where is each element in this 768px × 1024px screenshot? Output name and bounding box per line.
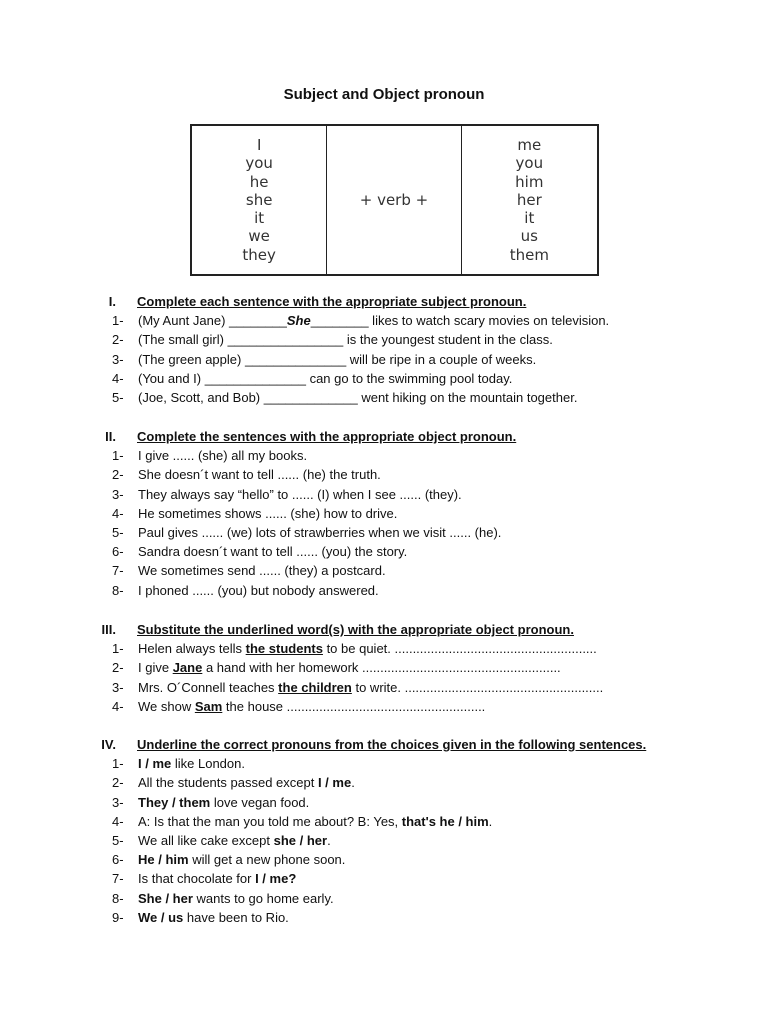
item-text-b: have been to Rio. bbox=[183, 909, 289, 925]
list-item bbox=[0, 831, 768, 850]
item-text-a: Mrs. O´Connell teaches bbox=[138, 679, 279, 695]
section-heading-row bbox=[0, 735, 768, 754]
list-item bbox=[0, 812, 768, 831]
object-pronoun: me bbox=[517, 135, 542, 154]
item-text bbox=[138, 812, 492, 831]
object-pronoun: them bbox=[509, 245, 549, 264]
object-pronoun: you bbox=[515, 154, 544, 173]
item-text bbox=[138, 311, 609, 330]
item-number: 5- bbox=[112, 389, 124, 405]
item-text: (Joe, Scott, and Bob) _____________ went hiking on the mountain together. bbox=[138, 389, 578, 405]
section-heading: Complete each sentence with the appropriate subject pronoun. bbox=[137, 294, 527, 309]
item-text-a: We show bbox=[138, 698, 195, 714]
pronoun-choice: she / her bbox=[273, 832, 328, 848]
object-pronoun: it bbox=[524, 209, 535, 228]
item-number: 2- bbox=[112, 332, 124, 348]
list-item bbox=[0, 542, 768, 561]
item-text bbox=[138, 697, 485, 716]
section-heading: Complete the sentences with the appropriate object pronoun. bbox=[137, 429, 517, 444]
subject-pronoun: you bbox=[245, 154, 273, 173]
list-item bbox=[0, 330, 768, 349]
item-number: 6- bbox=[112, 852, 124, 868]
list-item bbox=[0, 658, 768, 677]
item-number: 2- bbox=[112, 660, 124, 676]
verb-cell bbox=[327, 125, 461, 275]
object-pronoun: him bbox=[515, 172, 544, 191]
example-answer: She bbox=[286, 313, 311, 329]
item-number: 7- bbox=[112, 563, 124, 579]
section-3 bbox=[0, 620, 768, 716]
item-number: 5- bbox=[112, 524, 124, 540]
pronoun-choice: She / her bbox=[138, 890, 193, 906]
section-number: IV. bbox=[101, 737, 116, 752]
item-text: (The small girl) ________________ is the youngest student in the class. bbox=[138, 332, 553, 348]
item-number: 4- bbox=[112, 813, 124, 829]
pronoun-choice: I / me bbox=[138, 756, 172, 772]
list-item bbox=[0, 485, 768, 504]
object-pronouns-cell bbox=[461, 125, 598, 275]
section-heading-row bbox=[0, 427, 768, 446]
subject-pronouns-cell bbox=[191, 125, 327, 275]
item-text: I give ...... (she) all my books. bbox=[138, 448, 308, 464]
section-heading-row bbox=[0, 620, 768, 639]
item-number: 4- bbox=[112, 698, 124, 714]
item-text bbox=[138, 639, 597, 658]
pronoun-table bbox=[190, 124, 599, 276]
item-number: 8- bbox=[112, 582, 124, 598]
list-item bbox=[0, 889, 768, 908]
pronoun-choice: I / me? bbox=[255, 871, 297, 887]
item-text-a: Is that chocolate for bbox=[138, 871, 256, 887]
list-item bbox=[0, 350, 768, 369]
item-text-b: ________ likes to watch scary movies on television. bbox=[310, 313, 610, 329]
item-number: 3- bbox=[112, 794, 124, 810]
item-number: 6- bbox=[112, 544, 124, 560]
item-text-b: wants to go home early. bbox=[192, 890, 334, 906]
list-item bbox=[0, 561, 768, 580]
underlined-words: Sam bbox=[194, 698, 223, 714]
item-text bbox=[138, 869, 296, 888]
list-item bbox=[0, 639, 768, 658]
item-text bbox=[138, 889, 334, 908]
item-text: (You and I) ______________ can go to the swimming pool today. bbox=[138, 370, 513, 386]
list-item bbox=[0, 908, 768, 927]
item-text bbox=[138, 793, 309, 812]
item-number: 4- bbox=[112, 505, 124, 521]
item-text-b: like London. bbox=[171, 756, 245, 772]
item-number: 5- bbox=[112, 832, 124, 848]
underlined-words: the children bbox=[278, 679, 352, 695]
list-item bbox=[0, 311, 768, 330]
pronoun-choice: that's he / him bbox=[401, 813, 489, 829]
item-text bbox=[138, 850, 345, 869]
item-number: 2- bbox=[112, 775, 124, 791]
item-text: Sandra doesn´t want to tell ...... (you) the story. bbox=[138, 544, 408, 560]
item-text bbox=[138, 908, 289, 927]
list-item bbox=[0, 869, 768, 888]
item-text-b: . bbox=[488, 813, 493, 829]
item-text-a: All the students passed except bbox=[138, 775, 318, 791]
item-text: (The green apple) ______________ will be ripe in a couple of weeks. bbox=[138, 351, 537, 367]
list-item bbox=[0, 754, 768, 773]
item-number: 1- bbox=[112, 448, 124, 464]
item-number: 3- bbox=[112, 679, 124, 695]
object-pronoun: us bbox=[520, 227, 538, 246]
underlined-words: the students bbox=[245, 641, 323, 657]
item-text-a: We all like cake except bbox=[138, 832, 274, 848]
item-text-a: Helen always tells bbox=[138, 641, 246, 657]
item-text-b: to write. ....................................................... bbox=[351, 679, 604, 695]
section-number: I. bbox=[108, 294, 116, 309]
item-number: 7- bbox=[112, 871, 124, 887]
list-item bbox=[0, 388, 768, 407]
item-text: I phoned ...... (you) but nobody answered. bbox=[138, 582, 379, 598]
item-text: She doesn´t want to tell ...... (he) the truth. bbox=[138, 467, 381, 483]
pronoun-choice: They / them bbox=[138, 794, 211, 810]
list-item bbox=[0, 504, 768, 523]
section-1 bbox=[0, 292, 768, 407]
item-text-b: . bbox=[327, 832, 331, 848]
section-2 bbox=[0, 427, 768, 600]
item-text-a: I give bbox=[138, 660, 173, 676]
subject-pronoun: we bbox=[248, 227, 270, 246]
item-number: 3- bbox=[112, 351, 124, 367]
underlined-words: Jane bbox=[172, 660, 203, 676]
item-text-a: A: Is that the man you told me about? B: Yes, bbox=[138, 813, 402, 829]
item-text-b: love vegan food. bbox=[210, 794, 310, 810]
item-number: 1- bbox=[112, 313, 124, 329]
subject-pronoun: it bbox=[254, 209, 265, 228]
item-number: 1- bbox=[112, 756, 124, 772]
item-text bbox=[138, 678, 603, 697]
section-number: III. bbox=[101, 622, 116, 637]
item-number: 3- bbox=[112, 486, 124, 502]
verb-label: + verb + bbox=[359, 190, 429, 209]
subject-pronoun: they bbox=[242, 245, 276, 264]
item-text-a: (My Aunt Jane) ________ bbox=[138, 313, 287, 329]
list-item bbox=[0, 465, 768, 484]
item-text: He sometimes shows ...... (she) how to drive. bbox=[138, 505, 398, 521]
item-text: They always say “hello” to ...... (I) when I see ...... (they). bbox=[138, 486, 462, 502]
section-number: II. bbox=[105, 429, 116, 444]
subject-pronoun: he bbox=[249, 172, 269, 191]
list-item bbox=[0, 850, 768, 869]
item-text-b: . bbox=[351, 775, 355, 791]
item-number: 2- bbox=[112, 467, 124, 483]
list-item bbox=[0, 523, 768, 542]
item-text bbox=[138, 658, 561, 677]
section-4 bbox=[0, 735, 768, 927]
list-item bbox=[0, 581, 768, 600]
pronoun-choice: We / us bbox=[138, 909, 184, 925]
item-text bbox=[138, 773, 355, 792]
item-number: 4- bbox=[112, 370, 124, 386]
item-text-b: a hand with her homework ....................................................... bbox=[202, 660, 561, 676]
item-text: We sometimes send ...... (they) a postcard. bbox=[138, 563, 386, 579]
item-text-b: the house ....................................................... bbox=[222, 698, 486, 714]
pronoun-choice: I / me bbox=[317, 775, 352, 791]
list-item bbox=[0, 446, 768, 465]
section-heading: Underline the correct pronouns from the choices given in the following sentences. bbox=[137, 737, 647, 752]
item-number: 9- bbox=[112, 909, 124, 925]
item-text bbox=[138, 831, 331, 850]
item-text bbox=[138, 754, 245, 773]
list-item bbox=[0, 773, 768, 792]
item-number: 1- bbox=[112, 641, 124, 657]
subject-pronoun: she bbox=[245, 190, 273, 209]
list-item bbox=[0, 697, 768, 716]
pronoun-choice: He / him bbox=[138, 852, 189, 868]
item-number: 8- bbox=[112, 890, 124, 906]
item-text-b: to be quiet. ........................................................ bbox=[322, 641, 597, 657]
subject-pronoun: I bbox=[256, 135, 262, 154]
item-text-b: will get a new phone soon. bbox=[188, 852, 346, 868]
list-item bbox=[0, 793, 768, 812]
list-item bbox=[0, 369, 768, 388]
page-title: Subject and Object pronoun bbox=[283, 86, 485, 103]
section-heading-row bbox=[0, 292, 768, 311]
object-pronoun: her bbox=[516, 190, 542, 209]
list-item bbox=[0, 678, 768, 697]
item-text: Paul gives ...... (we) lots of strawberries when we visit ...... (he). bbox=[138, 524, 502, 540]
section-heading: Substitute the underlined word(s) with the appropriate object pronoun. bbox=[137, 622, 574, 637]
